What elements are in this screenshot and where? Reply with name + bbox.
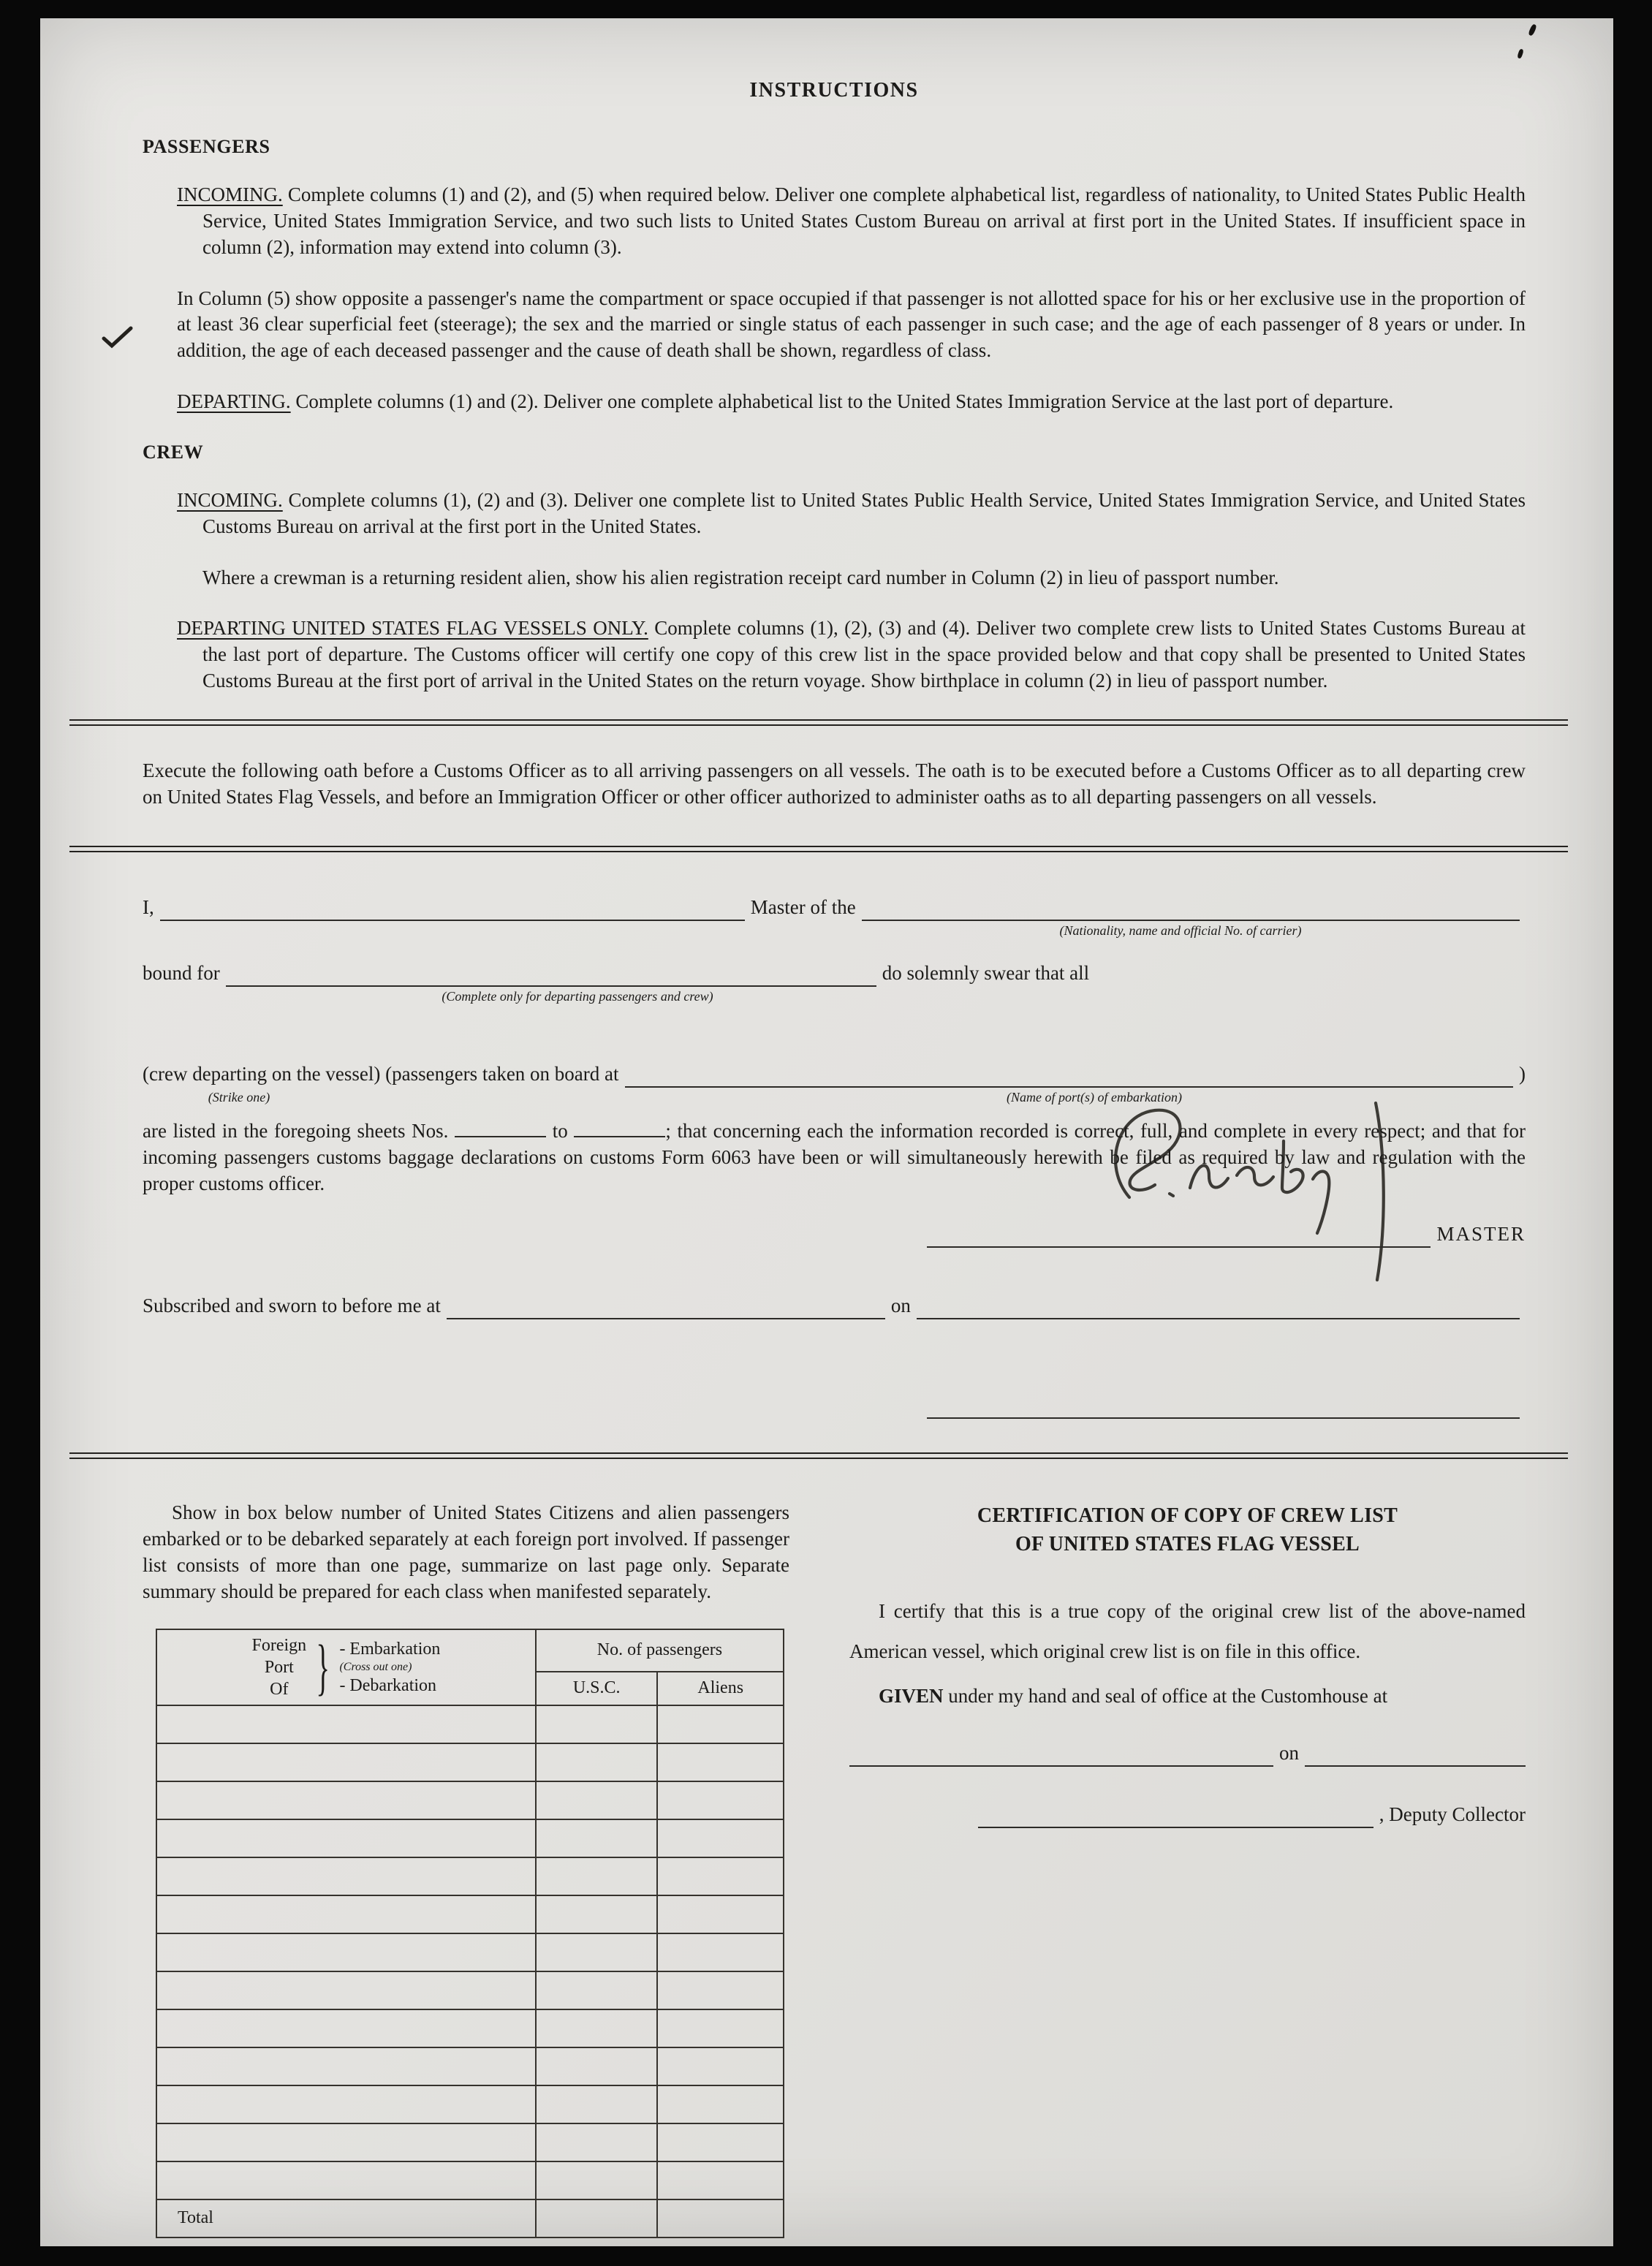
- crew-incoming-label: INCOMING.: [177, 488, 283, 511]
- sheet-number-to-blank: [574, 1121, 665, 1137]
- subscribed-place-blank: [447, 1296, 885, 1319]
- table-empty-cell: [536, 1933, 658, 1971]
- customhouse-on-label: on: [1279, 1742, 1299, 1765]
- table-empty-cell: [536, 1895, 658, 1933]
- table-empty-cell: [536, 1819, 658, 1857]
- table-empty-cell: [536, 2161, 658, 2199]
- table-empty-cell: [657, 1781, 784, 1819]
- aliens-column-header: Aliens: [657, 1672, 784, 1705]
- table-empty-cell: [657, 1743, 784, 1781]
- table-empty-cell: [536, 1743, 658, 1781]
- bound-hint: (Complete only for departing passengers and crew): [442, 988, 713, 1004]
- table-row: [156, 1971, 784, 2009]
- table-empty-cell: [657, 1819, 784, 1857]
- total-usc-cell: [536, 2199, 658, 2237]
- certification-column: [849, 1500, 1526, 2238]
- scanned-form-page: [40, 18, 1613, 2246]
- deputy-collector-label: , Deputy Collector: [1379, 1803, 1526, 1826]
- certification-title-line1: CERTIFICATION OF COPY OF CREW LIST: [977, 1504, 1398, 1528]
- master-name-blank: [160, 898, 745, 921]
- embark-hints-row: [143, 1088, 1526, 1111]
- table-empty-cell: [536, 2085, 658, 2123]
- listed-text-1: are listed in the foregoing sheets Nos.: [143, 1119, 449, 1142]
- table-empty-cell: [536, 2009, 658, 2047]
- bound-for-label: bound for: [143, 961, 220, 984]
- table-empty-cell: [657, 1971, 784, 2009]
- foreign-port-of-words: [251, 1634, 306, 1700]
- passengers-column5-paragraph: In Column (5) show opposite a passenger's name the compartment or space occupied if that passenger is not allotted space for his or her exclusive use in the proportion of at least 36 clear superficial feet (steerage); the sex and the married or single status of each passenger in such case; and the age of each passenger of 8 years or under. In addition, the age of each deceased passenger and the cause of death shall be shown, regardless of class.: [177, 287, 1526, 362]
- table-empty-cell: [657, 1895, 784, 1933]
- passengers-incoming-paragraph: [177, 182, 1526, 261]
- table-row: [156, 2085, 784, 2123]
- table-empty-cell: [657, 2047, 784, 2085]
- table-empty-cell: [156, 1933, 536, 1971]
- table-row: [156, 2047, 784, 2085]
- destination-blank: [226, 963, 876, 987]
- table-empty-cell: [156, 1971, 536, 2009]
- table-empty-cell: [156, 1743, 536, 1781]
- bound-for-row: [143, 960, 1526, 987]
- port-table-empty-rows: [156, 1705, 784, 2199]
- double-rule: [69, 846, 1568, 852]
- subscribed-date-blank: [917, 1296, 1520, 1319]
- table-row: [156, 2009, 784, 2047]
- certification-title: [849, 1501, 1526, 1558]
- customhouse-place-blank: [849, 1743, 1273, 1767]
- given-text: under my hand and seal of office at the Customhouse at: [943, 1685, 1388, 1708]
- master-name-row: [143, 895, 1526, 921]
- incoming-text: Complete columns (1) and (2), and (5) when required below. Deliver one complete alphabetical list, regardless of nationality, to United States Public Health Service, United States Immigration Service, and two such lists to United States Custom Bureau on arrival at first port in the United States. If insufficient space in column (2), information may extend into column (3).: [202, 183, 1526, 258]
- table-header-row: [156, 1629, 784, 1672]
- foreign-port-header-cell: [156, 1629, 536, 1705]
- table-empty-cell: [536, 1705, 658, 1743]
- certification-given-paragraph: [849, 1676, 1526, 1716]
- customhouse-date-blank: [1305, 1743, 1526, 1767]
- master-signature-row: [143, 1221, 1526, 1248]
- total-label-cell: Total: [156, 2199, 536, 2237]
- customhouse-row: [849, 1740, 1526, 1767]
- crew-incoming-paragraph: [177, 488, 1526, 540]
- total-row: [156, 2199, 784, 2237]
- subscribed-row: [143, 1293, 1526, 1319]
- embarkation-option: - Embarkation: [339, 1639, 441, 1659]
- passengers-departing-paragraph: [177, 389, 1526, 415]
- table-row: [156, 1895, 784, 1933]
- passengers-count-header: No. of passengers: [536, 1629, 784, 1672]
- table-empty-cell: [657, 1857, 784, 1895]
- table-empty-cell: [156, 1705, 536, 1743]
- port-word: Port: [264, 1657, 294, 1677]
- carrier-hint: (Nationality, name and official No. of carrier): [1059, 922, 1302, 938]
- listed-to-label: to: [552, 1119, 568, 1142]
- master-signature-line: [927, 1224, 1431, 1248]
- departing-label: DEPARTING.: [177, 390, 291, 413]
- officer-signature-line: [927, 1395, 1520, 1419]
- foreign-port-summary-table: [156, 1629, 784, 2238]
- close-paren: ): [1519, 1062, 1526, 1085]
- table-empty-cell: [156, 2047, 536, 2085]
- table-row: [156, 1705, 784, 1743]
- officer-signature-row: [143, 1395, 1526, 1419]
- table-empty-cell: [156, 1895, 536, 1933]
- certification-body-paragraph: I certify that this is a true copy of the original crew list of the above-named American vessel, which original crew list is on file in this office.: [849, 1599, 1526, 1662]
- table-empty-cell: [156, 1781, 536, 1819]
- usc-column-header: U.S.C.: [536, 1672, 658, 1705]
- master-label: MASTER: [1436, 1223, 1526, 1246]
- table-empty-cell: [156, 2161, 536, 2199]
- crew-resident-alien-paragraph: Where a crewman is a returning resident alien, show his alien registration receipt card number in Column (2) in lieu of passport number.: [202, 566, 1279, 588]
- port-summary-column: [143, 1500, 789, 2238]
- subscribed-on-label: on: [890, 1295, 911, 1317]
- port-table-total: [156, 2199, 784, 2237]
- table-empty-cell: [536, 1857, 658, 1895]
- double-rule: [69, 719, 1568, 726]
- sheets-listed-paragraph: [143, 1118, 1526, 1197]
- table-empty-cell: [536, 2047, 658, 2085]
- deputy-collector-row: [849, 1802, 1526, 1828]
- page-title: INSTRUCTIONS: [749, 79, 919, 102]
- table-empty-cell: [536, 1781, 658, 1819]
- debarkation-option: - Debarkation: [339, 1675, 437, 1695]
- crew-incoming-text: Complete columns (1), (2) and (3). Deliver one complete list to United States Public Health Service, United States Immigration Service, and United States Customs Bureau on arrival at the first port in the United States.: [202, 488, 1526, 537]
- foreign-word: Foreign: [251, 1635, 307, 1655]
- subscribed-label: Subscribed and sworn to before me at: [143, 1295, 441, 1317]
- table-empty-cell: [657, 2123, 784, 2161]
- oath-intro-paragraph: Execute the following oath before a Customs Officer as to all arriving passengers on all vessels. The oath is to be executed before a Customs Officer as to all departing crew on United States Flag Vessels, and before an Immigration Officer or other officer authorized to administer oaths as to all departing passengers on all vessels.: [143, 759, 1526, 808]
- listed-text-2: ; that concerning each the information recorded is correct, full, and complete in every respect; and that for incoming passengers customs baggage declarations on customs Form 6063 have been or will simultaneously herewith be filed as required by law and regulation with the proper customs officer.: [143, 1119, 1526, 1194]
- swear-label: do solemnly swear that all: [882, 961, 1090, 984]
- table-row: [156, 1819, 784, 1857]
- crew-departing-text: Complete columns (1), (2), (3) and (4). Deliver two complete crew lists to United States Customs Bureau at the last port of departure. The Customs officer will certify one copy of this crew list in the space provided below and that copy shall be presented to United States Customs Bureau at the first port of arrival in the United States on the return voyage. Show birthplace in column (2) in lieu of passport number.: [202, 617, 1526, 692]
- table-row: [156, 2161, 784, 2199]
- master-of-label: Master of the: [750, 895, 856, 918]
- bound-hint-row: [143, 987, 1526, 1010]
- of-word: Of: [270, 1679, 289, 1699]
- cross-out-hint: (Cross out one): [339, 1660, 412, 1673]
- table-empty-cell: [657, 2009, 784, 2047]
- section-heading-crew: CREW: [143, 442, 204, 463]
- crew-departing-strike-text: (crew departing on the vessel) (passengers taken on board at: [143, 1062, 619, 1085]
- table-empty-cell: [536, 2123, 658, 2161]
- departing-text: Complete columns (1) and (2). Deliver one complete alphabetical list to the United States Immigration Service at the last port of departure.: [290, 390, 1394, 413]
- section-heading-passengers: PASSENGERS: [143, 136, 270, 158]
- bottom-section: [143, 1500, 1526, 2238]
- total-aliens-cell: [657, 2199, 784, 2237]
- i-label: I,: [143, 895, 154, 918]
- table-empty-cell: [156, 2123, 536, 2161]
- table-row: [156, 2123, 784, 2161]
- table-empty-cell: [156, 1819, 536, 1857]
- port-names-hint: (Name of port(s) of embarkation): [1007, 1089, 1182, 1104]
- table-row: [156, 1933, 784, 1971]
- table-row: [156, 1857, 784, 1895]
- table-empty-cell: [156, 1857, 536, 1895]
- carrier-hint-row: [143, 921, 1526, 944]
- table-empty-cell: [657, 2161, 784, 2199]
- given-label: GIVEN: [879, 1685, 944, 1708]
- table-empty-cell: [536, 1971, 658, 2009]
- table-empty-cell: [657, 1933, 784, 1971]
- strike-one-hint: (Strike one): [208, 1089, 270, 1104]
- double-rule: [69, 1452, 1568, 1459]
- crew-departing-label: DEPARTING UNITED STATES FLAG VESSELS ONLY.: [177, 617, 648, 640]
- table-row: [156, 1781, 784, 1819]
- table-empty-cell: [657, 2085, 784, 2123]
- table-empty-cell: [156, 2085, 536, 2123]
- table-row: [156, 1743, 784, 1781]
- sheet-number-from-blank: [455, 1121, 546, 1137]
- embark-port-blank: [625, 1064, 1513, 1088]
- table-empty-cell: [657, 1705, 784, 1743]
- brace-glyph: }: [316, 1632, 330, 1702]
- crew-departing-paragraph: [177, 615, 1526, 694]
- certification-title-line2: OF UNITED STATES FLAG VESSEL: [1015, 1533, 1360, 1556]
- embark-port-row: [143, 1061, 1526, 1088]
- deputy-collector-signature-line: [978, 1805, 1373, 1828]
- vessel-name-blank: [862, 898, 1520, 921]
- incoming-label: INCOMING.: [177, 183, 283, 205]
- embark-debark-options: [339, 1638, 440, 1697]
- table-empty-cell: [156, 2009, 536, 2047]
- summary-note-paragraph: Show in box below number of United States Citizens and alien passengers embarked or to be debarked separately at each foreign port involved. If passenger list consists of more than one page, summarize on last page only. Separate summary should be prepared for each class when manifested separately.: [143, 1501, 789, 1602]
